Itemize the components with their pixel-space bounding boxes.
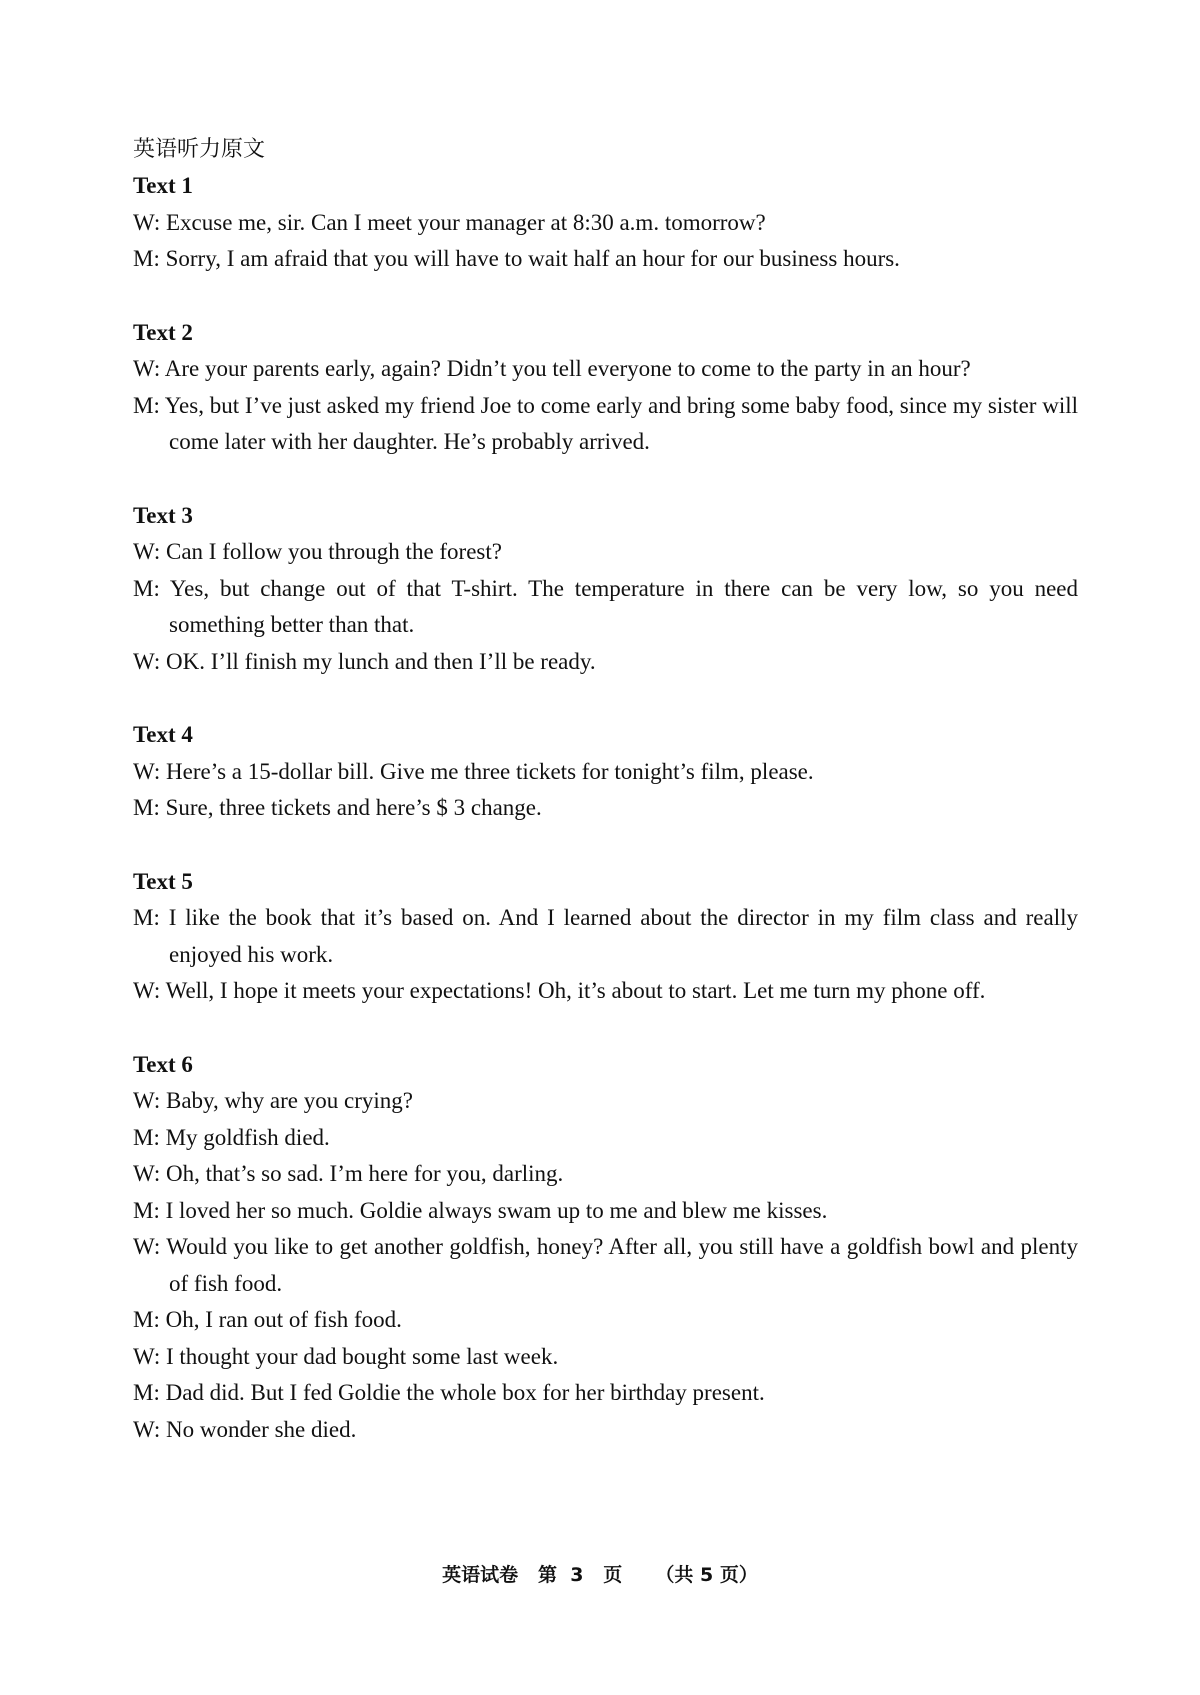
section-text-6 <box>133 1047 1078 1449</box>
dialogue-line: W: I thought your dad bought some last week. <box>133 1343 559 1369</box>
section-heading: Text 6 <box>133 1051 193 1077</box>
section-text-4 <box>133 717 1078 827</box>
dialogue-line: W: Would you like to get another goldfish, honey? After all, you still have a goldfish bowl and plenty of fish food. <box>133 1234 1078 1296</box>
section-text-2 <box>133 315 1078 461</box>
dialogue-line: W: Are your parents early, again? Didn’t you tell everyone to come to the party in an hour? <box>133 356 971 381</box>
dialogue-line: W: Excuse me, sir. Can I meet your manager at 8:30 a.m. tomorrow? <box>133 209 766 235</box>
section-heading: Text 2 <box>133 319 193 345</box>
dialogue-line: W: Well, I hope it meets your expectations! Oh, it’s about to start. Let me turn my phone off. <box>133 978 986 1003</box>
section-text-3 <box>133 498 1078 681</box>
dialogue-line: M: Yes, but I’ve just asked my friend Joe to come early and bring some baby food, since my sister will come later with her daughter. He’s probably arrived. <box>133 392 1078 454</box>
dialogue-line: W: No wonder she died. <box>133 1416 357 1442</box>
dialogue-line: M: Sorry, I am afraid that you will have to wait half an hour for our business hours. <box>133 246 900 271</box>
dialogue-line: M: Dad did. But I fed Goldie the whole box for her birthday present. <box>133 1380 765 1405</box>
dialogue-line: W: Can I follow you through the forest? <box>133 539 502 564</box>
section-heading: Text 4 <box>133 722 193 747</box>
dialogue-line: W: Baby, why are you crying? <box>133 1088 413 1113</box>
section-heading: Text 5 <box>133 868 193 894</box>
dialogue-line: M: Oh, I ran out of fish food. <box>133 1307 402 1332</box>
dialogue-line: M: I like the book that it’s based on. And I learned about the director in my film class and really enjoyed his work. <box>133 905 1078 967</box>
dialogue-line: M: My goldfish died. <box>133 1124 330 1150</box>
dialogue-line: M: Sure, three tickets and here’s $ 3 change. <box>133 795 542 820</box>
dialogue-line: W: Here’s a 15-dollar bill. Give me three tickets for tonight’s film, please. <box>133 758 814 784</box>
section-text-1 <box>133 168 1078 278</box>
page-content <box>133 132 1078 1448</box>
dialogue-line: W: OK. I’ll finish my lunch and then I’ll be ready. <box>133 648 596 674</box>
document-title: 英语听力原文 <box>133 137 266 162</box>
section-heading: Text 3 <box>133 502 193 528</box>
dialogue-line: M: I loved her so much. Goldie always swam up to me and blew me kisses. <box>133 1197 828 1223</box>
dialogue-line: M: Yes, but change out of that T-shirt. The temperature in there can be very low, so you need something better than that. <box>133 575 1078 637</box>
section-text-5 <box>133 864 1078 1010</box>
page-footer: 英语试卷 第 3 页 （共 5 页） <box>442 1564 758 1586</box>
dialogue-line: W: Oh, that’s so sad. I’m here for you, darling. <box>133 1161 564 1186</box>
section-heading: Text 1 <box>133 173 193 198</box>
